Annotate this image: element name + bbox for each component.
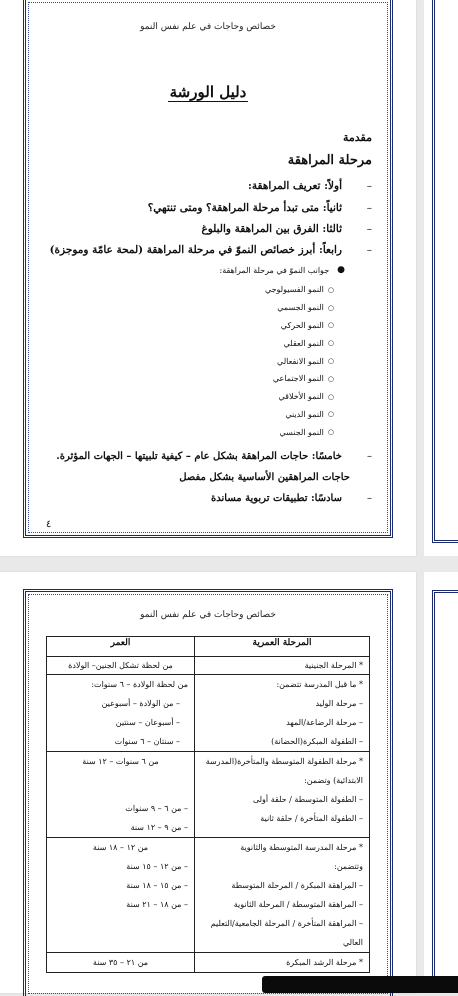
list-item: ○ النمو الفسيولوجي [264, 285, 334, 295]
table-cell: – من ١٨ – ٢١ سنة [126, 900, 188, 909]
list-item: ○ النمو الديني [285, 409, 334, 419]
table-cell: – الطفولة المبكرة(الحضانة) [271, 737, 363, 746]
intro-heading: مقدمة [342, 131, 372, 144]
item-first: – أولاً: تعريف المراهقة: [248, 180, 372, 192]
table-cell: – الطفولة المتوسطة / حلقة أولى [252, 795, 363, 804]
item-third: – ثالثا: الفرق بين المراهقة والبلوغ [201, 223, 372, 235]
list-item: ○ النمو الحركي [280, 320, 334, 330]
table-row [47, 675, 370, 752]
list-item: ○ النمو العقلي [283, 338, 334, 348]
document-title: دليل الورشة [169, 83, 247, 101]
table-cell: – من ١٥ – ١٨ سنة [126, 881, 188, 890]
table-cell: – أسبوعان – سنتين [115, 718, 180, 727]
age-stages-table [46, 636, 370, 973]
list-item: ○ النمو الجسمي [277, 303, 334, 313]
list-item: ○ النمو الأخلاقي [278, 392, 334, 402]
circle-bullet-icon: ○ [327, 410, 334, 419]
table-header-row [47, 637, 370, 657]
page-2-border [23, 589, 393, 996]
table-cell: * مرحلة الرشد المبكرة [286, 958, 363, 967]
table-cell: من ٢١ – ٣٥ سنة [92, 958, 149, 967]
item-fifth-detail: حاجات المراهقين الأساسية بشكل مفصل [179, 472, 350, 483]
growth-list [134, 281, 334, 441]
circle-bullet-icon: ○ [327, 357, 334, 366]
table-cell: من لحظة الولادة – ٦ سنوات: [91, 680, 188, 689]
table-cell: * ما قبل المدرسة تتضمن: [276, 680, 363, 689]
page-2 [0, 572, 416, 993]
list-item: ○ النمو الجنسي [279, 427, 334, 437]
column-header-age: العمر [47, 637, 195, 657]
page-number: ٤ [46, 519, 52, 530]
table-cell: * المرحلة الجنينية [304, 661, 363, 670]
table-cell: * مرحلة الطفولة المتوسطة والمتأخرة(المدرسة [205, 757, 363, 766]
circle-bullet-icon: ○ [327, 321, 334, 330]
circle-bullet-icon: ○ [327, 392, 334, 401]
circle-bullet-icon: ○ [327, 374, 334, 383]
growth-aspects-bullet: ● جوانب النموّ في مرحلة المراهقة: [219, 265, 345, 275]
next-page-edge [424, 0, 458, 556]
list-item: ○ النمو الاجتماعي [272, 374, 334, 384]
circle-bullet-icon: ○ [327, 339, 334, 348]
adolescence-heading: مرحلة المراهقة [287, 153, 372, 168]
circle-bullet-icon: ○ [327, 428, 334, 437]
list-item: ○ النمو الانفعالي [277, 356, 334, 366]
table-row [47, 838, 370, 953]
item-fourth: – رابعاً: أبرز خصائص النموّ في مرحلة المراهقة (لمحة عامّة وموجزة) [49, 244, 372, 256]
bullet-icon: ● [337, 265, 345, 275]
table-cell: – المراهقة المبكرة / المرحلة المتوسطة [231, 881, 363, 890]
table-cell: – مرحلة الرضاعة/المهد [286, 718, 363, 727]
circle-bullet-icon: ○ [327, 303, 334, 312]
table-cell: – سنتان – ٦ سنوات [114, 737, 180, 746]
item-fifth: – خامسًا: حاجات المراهقة بشكل عام – كيفية تلبيتها – الجهات المؤثرة. [56, 451, 372, 462]
item-sixth: – سادسًا: تطبيقات تربوية مساندة [211, 493, 372, 504]
table-cell: * مرحلة المدرسة المتوسطة والثانوية [240, 843, 363, 852]
table-cell: – من ٩ – ١٢ سنة [130, 823, 188, 832]
table-cell: من ٦ سنوات – ١٢ سنة [82, 757, 159, 766]
table-row [47, 953, 370, 973]
next-page-edge [424, 572, 458, 993]
table-row [47, 657, 370, 675]
page-1-border [23, 0, 393, 538]
table-cell: من ١٢ – ١٨ سنة [92, 843, 149, 852]
table-cell: من لحظة تشكل الجنين– الولادة [68, 661, 173, 670]
table-cell: – من ١٢ – ١٥ سنة [126, 862, 188, 871]
table-cell: – من الولادة – أسبوعين [101, 699, 180, 708]
table-cell: – مرحلة الوليد [315, 699, 363, 708]
table-cell: – المراهقة المتأخرة / المرحلة الجامعية/التعليم [210, 919, 363, 928]
page-header: خصائص وحاجات في علم نفس النمو [140, 22, 276, 32]
table-cell: – الطفولة المتأخرة / حلقة ثانية [260, 814, 363, 823]
table-cell: – المراهقة المتوسطة / المرحلة الثانوية [233, 900, 363, 909]
column-header-stage: المرحلة العمرية [195, 637, 370, 657]
table-row [47, 752, 370, 838]
circle-bullet-icon: ○ [327, 285, 334, 294]
redaction-bar [262, 976, 458, 993]
table-cell: – من ٦ – ٩ سنوات [125, 804, 188, 813]
item-second: – ثانياً: متى تبدأ مرحلة المراهقة؟ ومتى تنتهي؟ [147, 202, 372, 214]
table-cell: العالي [342, 938, 363, 947]
table-cell: وتتضمن: [334, 862, 363, 871]
page-header: خصائص وحاجات في علم نفس النمو [140, 610, 276, 620]
table-cell: الابتدائية) وتضمن: [304, 776, 363, 785]
